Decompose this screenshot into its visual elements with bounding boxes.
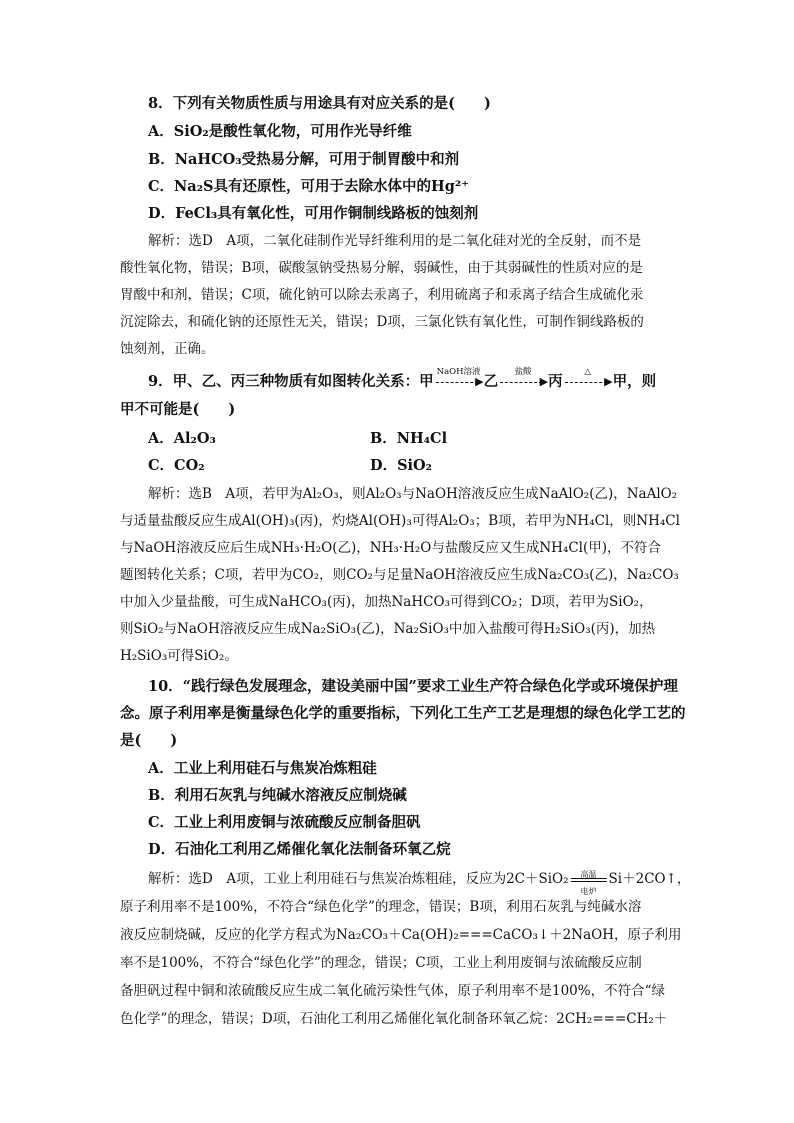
q9-analysis-line: 与适量盐酸反应生成Al(OH)₃(丙)，灼烧Al(OH)₃可得Al₂O₃；B项，若甲为NH₄Cl，则NH₄Cl xyxy=(120,513,680,529)
q9-stem-suffix: 甲，则 xyxy=(612,373,657,390)
q8-analysis-line: 解析：选D A项，二氧化硅制作光导纤维利用的是二氧化硅对光的全反射，而不是 xyxy=(148,233,642,249)
arrow-2-label: 盐酸 xyxy=(514,367,532,377)
q9-stem-line2: 甲不可能是( ) xyxy=(120,401,236,418)
q10-analysis-line: 液反应制烧碱，反应的化学方程式为Na₂CO₃＋Ca(OH)₂===CaCO₃↓＋2NaOH，原子利用 xyxy=(120,927,682,943)
q8-analysis-line: 酸性氧化物，错误；B项，碳酸氢钠受热易分解，弱碱性，由于其弱碱性的性质对应的是 xyxy=(120,260,643,276)
arrow-head-icon: ▶ xyxy=(604,375,613,388)
arrow-head-icon: ▶ xyxy=(475,375,484,388)
q9-stem-prefix: 9．甲、乙、丙三种物质有如图转化关系：甲 xyxy=(148,373,434,390)
q9-option-d: D．SiO₂ xyxy=(370,457,433,474)
q10-option-a: A．工业上利用硅石与焦炭冶炼粗硅 xyxy=(148,760,377,777)
q8-option-d: D．FeCl₃具有氧化性，可用作铜制线路板的蚀刻剂 xyxy=(148,205,479,222)
q9-option-a: A．Al₂O₃ xyxy=(148,430,216,447)
q9-analysis-line: 则SiO₂与NaOH溶液反应生成Na₂SiO₃(乙)，Na₂SiO₃中加入盐酸可得H₂SiO₃(丙)，加热 xyxy=(120,621,656,637)
q10-option-d: D．石油化工利用乙烯催化氧化法制备环氧乙烷 xyxy=(148,841,451,858)
q8-option-a: A．SiO₂是酸性氧化物，可用作光导纤维 xyxy=(148,123,412,140)
reaction-condition xyxy=(571,869,607,896)
arrow-3-label: △ xyxy=(584,367,591,377)
q10-analysis-line1 xyxy=(148,869,691,896)
q10-analysis-line: 备胆矾过程中铜和浓硫酸反应生成二氧化硫污染性气体，原子利用率不是100%，不符合“绿 xyxy=(120,983,665,999)
q10-analysis-prefix: 解析：选D A项，工业上利用硅石与焦炭冶炼粗硅，反应为2C＋SiO₂ xyxy=(148,871,569,887)
arrow-1-label: NaOH溶液 xyxy=(436,367,481,377)
q8-stem: 8．下列有关物质性质与用途具有对应关系的是( ) xyxy=(148,95,491,112)
q9-analysis-line: 解析：选B A项，若甲为Al₂O₃，则Al₂O₃与NaOH溶液反应生成NaAlO₂(乙)，NaAlO₂ xyxy=(148,486,678,502)
q10-analysis-line: 率不是100%，不符合“绿色化学”的理念，错误；C项，工业上利用废铜与浓硫酸反应制 xyxy=(120,955,642,971)
q10-stem-line: 10．“践行绿色发展理念，建设美丽中国”要求工业生产符合绿色化学或环境保护理 xyxy=(148,678,678,695)
q10-analysis-suffix: Si＋2CO↑， xyxy=(608,871,691,887)
q9-substance-yi: 乙 xyxy=(483,373,499,390)
q9-stem xyxy=(148,367,657,392)
q10-option-c: C．工业上利用废铜与浓硫酸反应制备胆矾 xyxy=(148,814,421,831)
q8-option-b: B．NaHCO₃受热易分解，可用于制胃酸中和剂 xyxy=(148,151,460,168)
q9-substance-bing: 丙 xyxy=(548,373,563,390)
condition-bottom: 电炉 xyxy=(580,886,597,896)
reaction-arrow-3 xyxy=(565,367,613,391)
reaction-arrow-2 xyxy=(500,367,549,391)
condition-top: 高温 xyxy=(580,869,597,879)
q9-analysis-line: H₂SiO₃可得SiO₂。 xyxy=(120,648,238,664)
q10-analysis-line: 原子利用率不是100%，不符合“绿色化学”的理念，错误；B项，利用石灰乳与纯碱水溶 xyxy=(120,899,642,915)
arrow-head-icon: ▶ xyxy=(539,375,549,388)
q9-option-b: B．NH₄Cl xyxy=(370,430,448,447)
reaction-arrow-1 xyxy=(436,367,484,391)
q10-stem-line: 念。原子利用率是衡量绿色化学的重要指标，下列化工生产工艺是理想的绿色化学工艺的 xyxy=(120,705,686,722)
q9-option-c: C．CO₂ xyxy=(148,457,205,474)
q9-analysis-line: 与NaOH溶液反应后生成NH₃·H₂O(乙)，NH₃·H₂O与盐酸反应又生成NH₄Cl(甲)，不符合 xyxy=(120,540,661,556)
q10-option-b: B．利用石灰乳与纯碱水溶液反应制烧碱 xyxy=(148,787,407,804)
q8-option-c: C．Na₂S具有还原性，可用于去除水体中的Hg²⁺ xyxy=(148,178,469,195)
q8-analysis-line: 胃酸中和剂，错误；C项，硫化钠可以除去汞离子，利用硫离子和汞离子结合生成硫化汞 xyxy=(120,287,644,303)
q9-analysis-line: 题图转化关系；C项，若甲为CO₂，则CO₂与足量NaOH溶液反应生成Na₂CO₃(乙)，Na₂CO₃ xyxy=(120,567,679,583)
q9-analysis-line: 中加入少量盐酸，可生成NaHCO₃(丙)，加热NaHCO₃可得到CO₂；D项，若甲为SiO₂， xyxy=(120,594,653,610)
q8-analysis-line: 沉淀除去，和硫化钠的还原性无关，错误；D项，三氯化铁有氧化性，可制作铜线路板的 xyxy=(120,314,644,330)
q10-stem-line: 是( ) xyxy=(120,732,178,749)
q8-analysis-line: 蚀刻剂，正确。 xyxy=(120,341,215,357)
q10-analysis-line: 色化学”的理念，错误；D项，石油化工利用乙烯催化氧化制备环氧乙烷：2CH₂===CH₂＋ xyxy=(120,1011,668,1027)
